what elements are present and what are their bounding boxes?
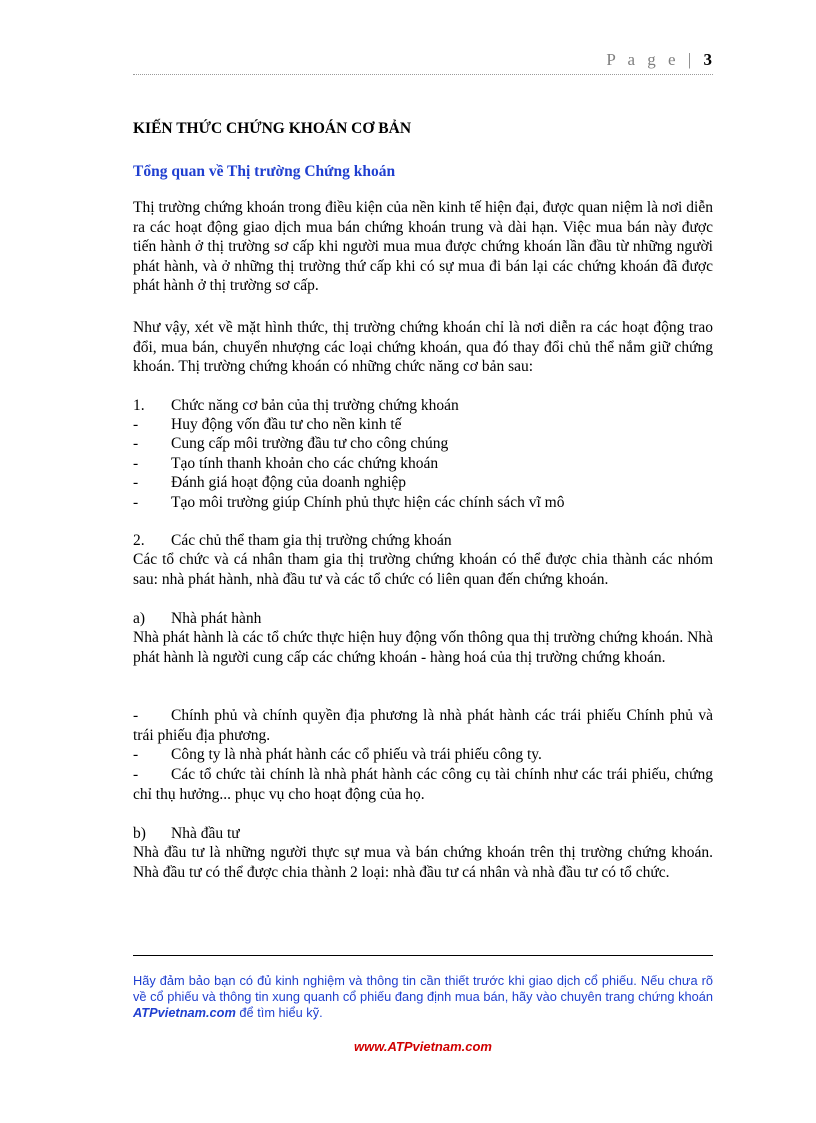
header-divider — [133, 74, 713, 75]
intro-paragraph-2: Như vậy, xét về mặt hình thức, thị trường chứng khoán chỉ là nơi diễn ra các hoạt động trao đổi, mua bán, chuyển nhượng các loại chứng khoán, qua đó thay đổi chủ thể nắm giữ chứng khoán. Thị trường chứng khoán có những chức năng cơ bản sau: — [133, 319, 713, 375]
section-1-title: Chức năng cơ bản của thị trường chứng khoán — [171, 397, 459, 414]
section-1-heading — [133, 396, 713, 416]
bullet-dash: - — [133, 416, 139, 433]
page-number — [560, 50, 712, 70]
footer-divider — [133, 955, 713, 956]
page-number-value: 3 — [703, 50, 712, 69]
list-item — [133, 434, 713, 454]
subsection-a-title: Nhà phát hành — [171, 610, 262, 627]
bullet-dash: - — [133, 435, 139, 452]
footer-brand-link[interactable]: ATPvietnam.com — [133, 1005, 236, 1020]
bullet-dash: - — [133, 455, 139, 472]
section-2-title: Các chủ thể tham gia thị trường chứng khoán — [171, 532, 452, 549]
section-2-paragraph: Các tổ chức và cá nhân tham gia thị trường chứng khoán có thể được chia thành các nhóm sau: nhà phát hành, nhà đầu tư và các tổ chức có liên quan đến chứng khoán. — [133, 551, 713, 588]
list-item — [133, 415, 713, 435]
list-item — [133, 454, 713, 474]
list-item — [133, 745, 713, 765]
website-link[interactable]: www.ATPvietnam.com — [354, 1039, 492, 1054]
subsection-b-title: Nhà đầu tư — [171, 825, 240, 842]
list-number: 1. — [133, 397, 145, 414]
section-heading: Tổng quan về Thị trường Chứng khoán — [133, 163, 396, 180]
list-item-text: Cung cấp môi trường đầu tư cho công chúng — [171, 435, 449, 452]
list-item-text: Huy động vốn đầu tư cho nền kinh tế — [171, 416, 402, 433]
subsection-b-heading — [133, 824, 713, 844]
page-label: P a g e — [606, 50, 680, 69]
bullet-dash: - — [133, 707, 139, 724]
list-letter: b) — [133, 825, 146, 842]
subsection-a-paragraph: Nhà phát hành là các tổ chức thực hiện huy động vốn thông qua thị trường chứng khoán. Nhà phát hành là người cung cấp các chứng khoán - hàng hoá của thị trường chứng khoán. — [133, 629, 713, 666]
list-item — [133, 473, 713, 493]
intro-paragraph-1: Thị trường chứng khoán trong điều kiện của nền kinh tế hiện đại, được quan niệm là nơi diễn ra các hoạt động giao dịch mua bán chứng khoán trung và dài hạn. Việc mua bán này được tiến hành ở thị trường sơ cấp khi người mua mua được chứng khoán lần đầu từ những người phát hành, và ở những thị trường thứ cấp khi có sự mua đi bán lại các chứng khoán đã được phát hành ở thị trường sơ cấp. — [133, 199, 713, 294]
bullet-dash: - — [133, 766, 139, 783]
subsection-a-heading — [133, 609, 713, 629]
list-item-text: Các tổ chức tài chính là nhà phát hành các công cụ tài chính như các trái phiếu, chứng chỉ thụ hưởng... phục vụ cho hoạt động của họ. — [133, 766, 713, 803]
footer-note-text: Hãy đảm bảo bạn có đủ kinh nghiệm và thông tin cần thiết trước khi giao dịch cổ phiếu. Nếu chưa rõ về cổ phiếu và thông tin xung quanh cổ phiếu đang định mua bán, hãy vào chuyên trang chứng khoán — [133, 973, 713, 1004]
bullet-dash: - — [133, 746, 139, 763]
bullet-dash: - — [133, 474, 139, 491]
list-letter: a) — [133, 610, 146, 627]
list-number: 2. — [133, 532, 145, 549]
list-item-text: Tạo tính thanh khoản cho các chứng khoán — [171, 455, 439, 472]
footer-note-end: để tìm hiểu kỹ. — [235, 1005, 323, 1020]
list-item-text: Tạo môi trường giúp Chính phủ thực hiện các chính sách vĩ mô — [171, 494, 565, 511]
document-title: KIẾN THỨC CHỨNG KHOÁN CƠ BẢN — [133, 120, 412, 137]
list-item — [133, 765, 713, 804]
list-item-text: Công ty là nhà phát hành các cổ phiếu và trái phiếu công ty. — [171, 746, 542, 763]
page-separator: | — [687, 50, 696, 69]
list-item-text: Đánh giá hoạt động của doanh nghiệp — [171, 474, 407, 491]
section-2-heading — [133, 531, 713, 551]
subsection-b-paragraph: Nhà đầu tư là những người thực sự mua và bán chứng khoán trên thị trường chứng khoán. Nhà đầu tư có thể được chia thành 2 loại: nhà đầu tư cá nhân và nhà đầu tư có tổ chức. — [133, 844, 713, 881]
bullet-dash: - — [133, 494, 139, 511]
list-item — [133, 706, 713, 745]
list-item-text: Chính phủ và chính quyền địa phương là nhà phát hành các trái phiếu Chính phủ và trái phiếu địa phương. — [133, 707, 713, 744]
list-item — [133, 493, 713, 513]
footer-disclaimer — [133, 973, 713, 1021]
